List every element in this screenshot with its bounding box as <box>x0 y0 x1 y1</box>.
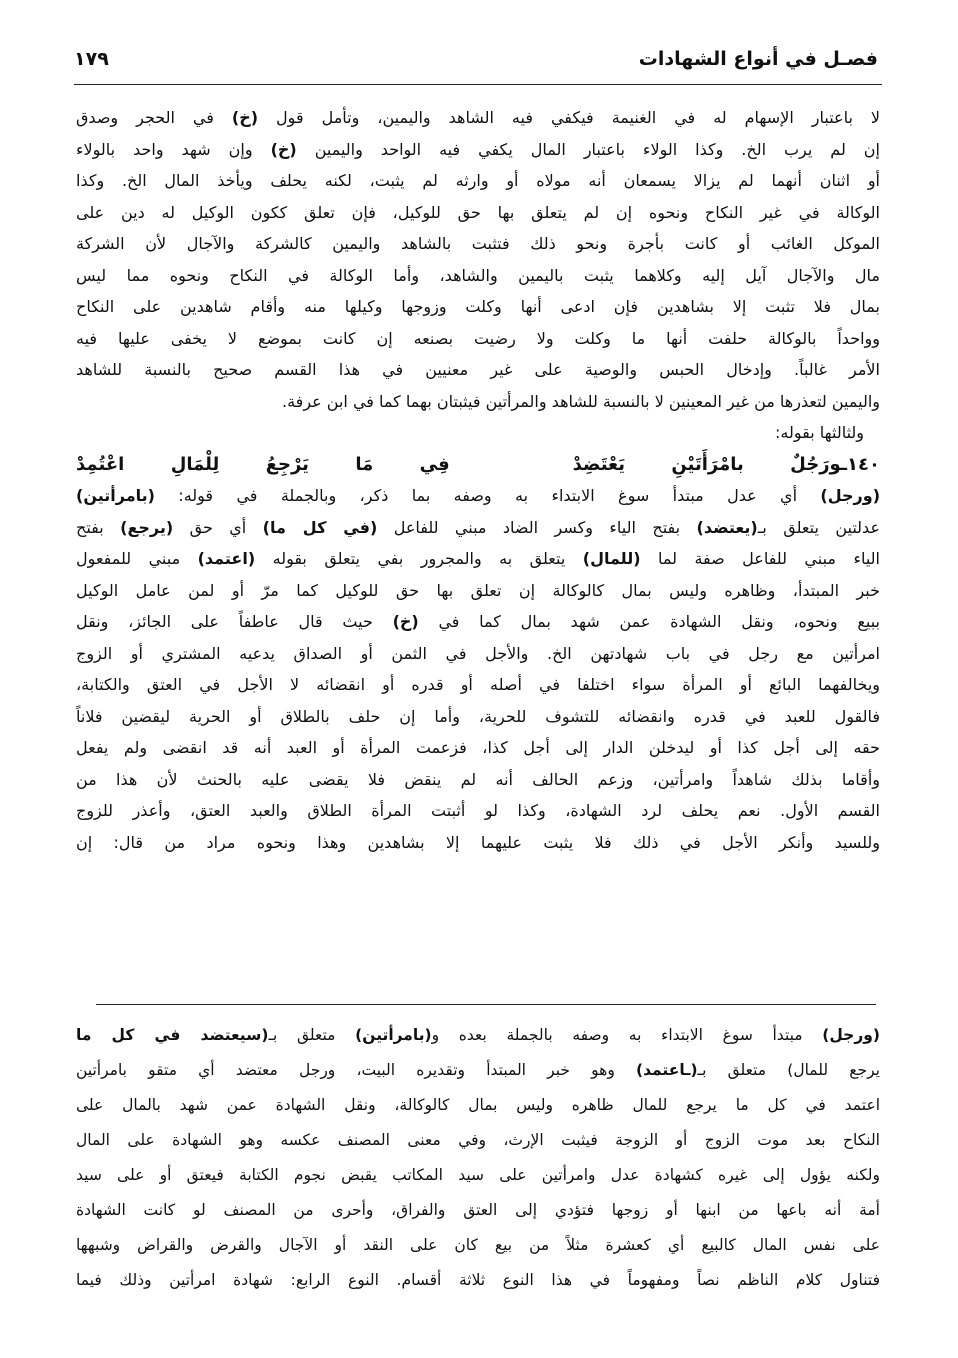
chapter-title: فصـل في أنواع الشهادات <box>638 48 878 70</box>
commentary-line: فالقول للعبد في قدره وانقضائه للتشوف للحرية، وأما إن حلف بالطلاق أو الحرية ليقضين فلاناً <box>76 706 880 726</box>
commentary-line: الياء مبني للفاعل صفة لما (للمال) يتعلق به والمجرور بفي يتعلق بقوله (اعتمد) مبني للمفعول <box>76 549 880 568</box>
footnote-line: فتناول كلام الناظم نصاً ومفهوماً في هذا النوع ثلاثة أقسام. النوع الرابع: شهادة امرأتين وذلك فيما <box>76 1271 880 1289</box>
text-line: وواحداً بالوكالة حلفت أنها ما وكلت ولا رضيت بصنعه إن كانت بموضع لا يخفى عليها فيه <box>76 328 880 348</box>
footnote-line: اعتمد في كل ما يرجع للمال ظاهره وليس بمال كالوكالة، ونقل الشهادة عمن شهد بالمال على <box>76 1096 880 1114</box>
text-line: الموكل الغائب أو كانت بأجرة ونحو ذلك فتثبت بالشاهد واليمين كالشركة والآجال لأن الشركة <box>76 234 880 253</box>
footnote-line: على نفس المال كالبيع أي كعشرة مثلاً من بيع كان على النقد أو الآجال والقرض والقراض وشبهها <box>76 1236 880 1254</box>
commentary-line: امرأتين مع رجل في باب شهادتهن الخ. والأجل في الثمن أو الصداق يدعيه المشتري أو الزوج <box>76 643 880 663</box>
footnotes <box>76 1018 880 1298</box>
verse-number: ١٤٠ـ <box>840 453 880 475</box>
commentary-line: عدلتين يتعلق بـ(يعتضد) بفتح الياء وكسر الضاد مبني للفاعل (في كل ما) أي حق (يرجع) بفتح <box>76 517 880 537</box>
commentary-line: وللسيد وأنكر الأجل في ذلك فلا يثبت عليهما إلا بشاهدين وهذا ونحوه مراد من قال: إن <box>76 832 880 852</box>
commentary-line: القسم الأول. نعم يحلف لرد الشهادة، وكذا لو أثبتت المرأة الطلاق والعبد العتق، وأعذر للزوج <box>76 801 880 820</box>
commentary-line: ببيع ونحوه، ونقل الشهادة عمن شهد بمال كما في (خ) حيث قال عاطفاً على الجائز، ونقل <box>76 612 880 631</box>
text-line: الوكالة في غير النكاح ونحوه إن لم يتعلق بها حق للوكيل، فإن تعلق ككون الوكيل له دين على <box>76 202 880 222</box>
verse-first-hemistich: ورَجُلٌ بامْرَأَتَيْنِ يَعْتَضِدْ <box>572 453 841 475</box>
text-line: مال والآجال آيل إليه وكلاهما يثبت باليمين والشاهد، وأما الوكالة في النكاح ونحوه مما ليس <box>76 265 880 285</box>
footnote-line: أمة أنه باعها من ابنها أو زوجها فتؤدي إلى العتق والفراق، وأحرى من المصنف لو كانت الشهادة <box>76 1201 880 1219</box>
verse-line <box>76 449 880 481</box>
commentary-line: (ورجل) أي عدل مبتدأ سوغ الابتداء به وصفه بما ذكر، وبالجملة في قوله: (بامرأتين) <box>76 486 880 505</box>
commentary-line: حقه إلى أجل كذا أو ليدخلن الدار إلى أجل كذا، فزعمت المرأة أو العبد أنه قد انقضى ولم يفعل <box>76 738 880 757</box>
intro-line: ولثالثها بقوله: <box>775 423 864 442</box>
text-line: إن لم يرب الخ. وكذا الولاء باعتبار المال يكفي فيه الواحد واليمين (خ) وإن شهد واحد بالولاء <box>76 139 880 159</box>
text-line: الأمر غالباً. وإدخال الحبس والوصية على غير معنيين في هذا القسم صحيح بالنسبة للشاهد <box>76 360 880 379</box>
footnote-line: النكاح بعد موت الزوج أو الزوجة فيثبت الإرث، وفي معنى المصنف عكسه وهو الشهادة على المال <box>76 1131 880 1149</box>
footnote-line: (ورجل) مبتدأ سوغ الابتداء به وصفه بالجملة بعده و(بامرأتين) متعلق بـ(سيعتضد في كل ما <box>76 1026 880 1044</box>
text-line: واليمين لتعذرها من غير المعينين لا بالنسبة للشاهد والمرأتين فيثبتان بهما كما في ابن عرفة. <box>282 391 880 411</box>
page-number: ١٧٩ <box>74 48 109 70</box>
footnote-rule <box>96 1004 876 1005</box>
commentary-line: ويخالفهما البائع أو المرأة سواء اختلفا في أصله أو قدره أو انقضائه لا الأجل في العتق والكتابة، <box>76 675 880 694</box>
commentary-line: خبر المبتدأ، وظاهره وليس بمال كالوكالة إن تعلق بها حق للوكيل كما مرّ أو لمن عامل الوكيل <box>76 580 880 600</box>
commentary-line: وأقاما بذلك شاهداً وامرأتين، وزعم الحالف أنه لم ينقض فلا يقضى عليه بالحنث لأن هذا من <box>76 769 880 789</box>
footnote-line: يرجع للمال) متعلق بـ(ـاعتمد) وهو خبر المبتدأ وتقديره البيت، ورجل معتضد أي متقو بامرأتين <box>76 1061 880 1079</box>
text-line: أو اثنان أنهما لم يزالا يسمعان أنه مولاه أو وارثه لم يثبت، لكنه يحلف ويأخذ المال الخ. وكذا <box>76 171 880 190</box>
text-line: لا باعتبار الإسهام له في الغنيمة فيكفي فيه الشاهد واليمين، وتأمل قول (خ) في الحجر وصدق <box>76 108 880 127</box>
text-line: بمال فلا تثبت إلا بشاهدين فإن ادعى أنها وكلت وزوجها وكيلها منه وأقام شاهدين على النكاح <box>76 297 880 316</box>
verse-second-hemistich: فِي مَا يَرْجِعُ لِلْمَالِ اعْتُمِدْ <box>76 453 450 475</box>
header-rule <box>74 84 882 85</box>
main-text <box>76 102 880 858</box>
footnote-line: ولكنه يؤول إلى غيره كشهادة عدل وامرأتين على سيد المكاتب يقبض نجوم الكتابة فيعتق أو على سيد <box>76 1166 880 1184</box>
